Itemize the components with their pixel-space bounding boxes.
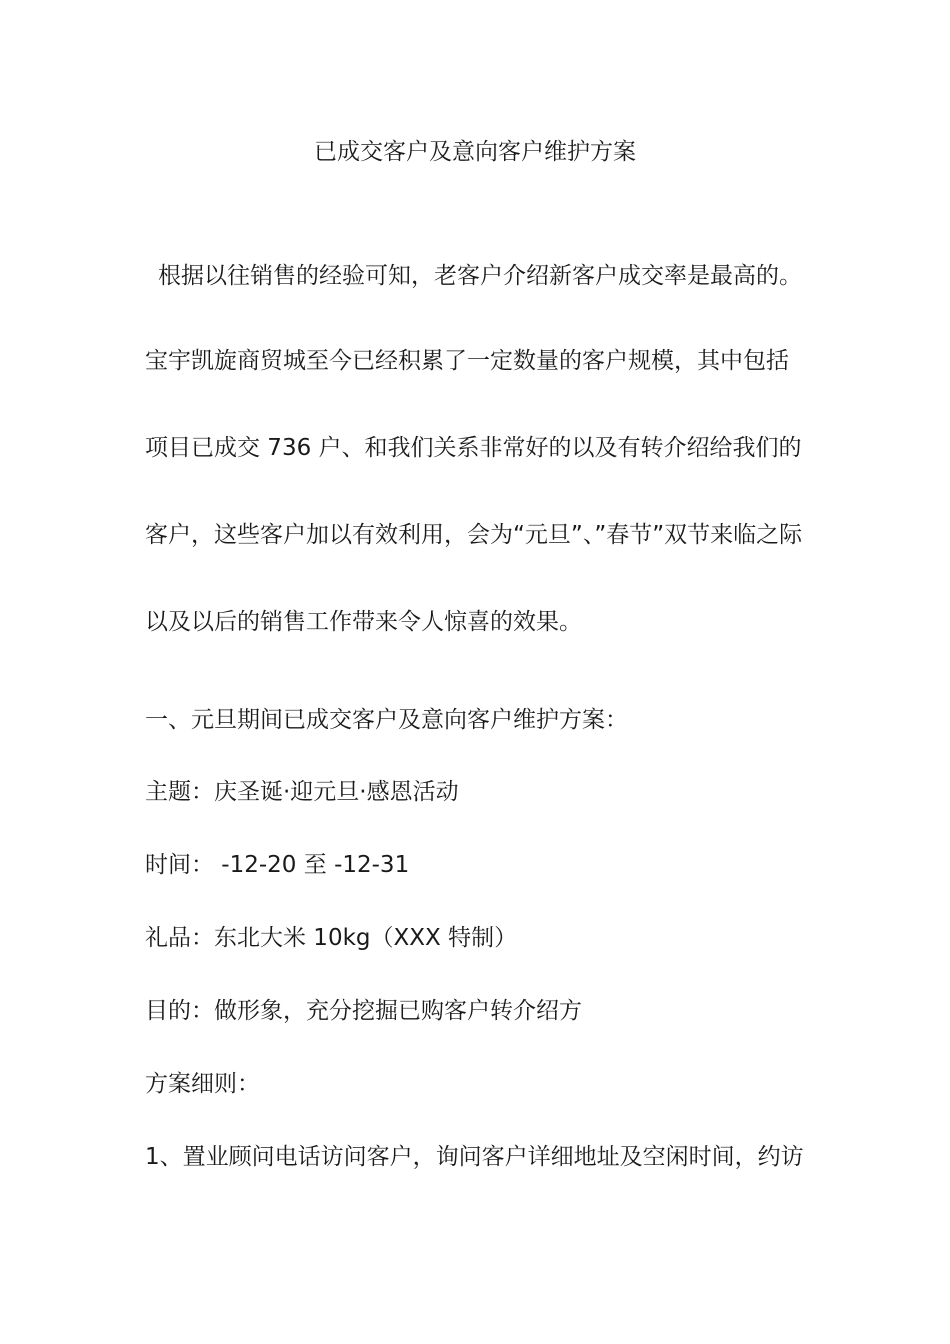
intro-line-4: 客户，这些客户加以有效利用，会为“元旦”、”春节”双节来临之际 — [145, 522, 803, 548]
purpose-line: 目的：做形象，充分挖掘已购客户转介绍方 — [145, 998, 582, 1024]
gift-line: 礼品：东北大米 10kg（XXX 特制） — [145, 925, 518, 951]
document-title: 已成交客户及意向客户维护方案 — [314, 139, 636, 165]
section1-heading: 一、元旦期间已成交客户及意向客户维护方案： — [145, 707, 628, 733]
time-line: 时间： -12-20 至 -12-31 — [145, 852, 410, 878]
intro-line-1: 根据以往销售的经验可知，老客户介绍新客户成交率是最高的。 — [158, 263, 802, 289]
details-heading: 方案细则： — [145, 1071, 260, 1097]
detail-item-1: 1、置业顾问电话访问客户，询问客户详细地址及空闲时间，约访 — [145, 1144, 804, 1170]
intro-line-2: 宝宇凯旋商贸城至今已经积累了一定数量的客户规模，其中包括 — [145, 348, 789, 374]
intro-line-5: 以及以后的销售工作带来令人惊喜的效果。 — [145, 609, 582, 635]
theme-line: 主题：庆圣诞·迎元旦·感恩活动 — [145, 779, 459, 805]
intro-line-3: 项目已成交 736 户、和我们关系非常好的以及有转介绍给我们的 — [145, 435, 802, 461]
